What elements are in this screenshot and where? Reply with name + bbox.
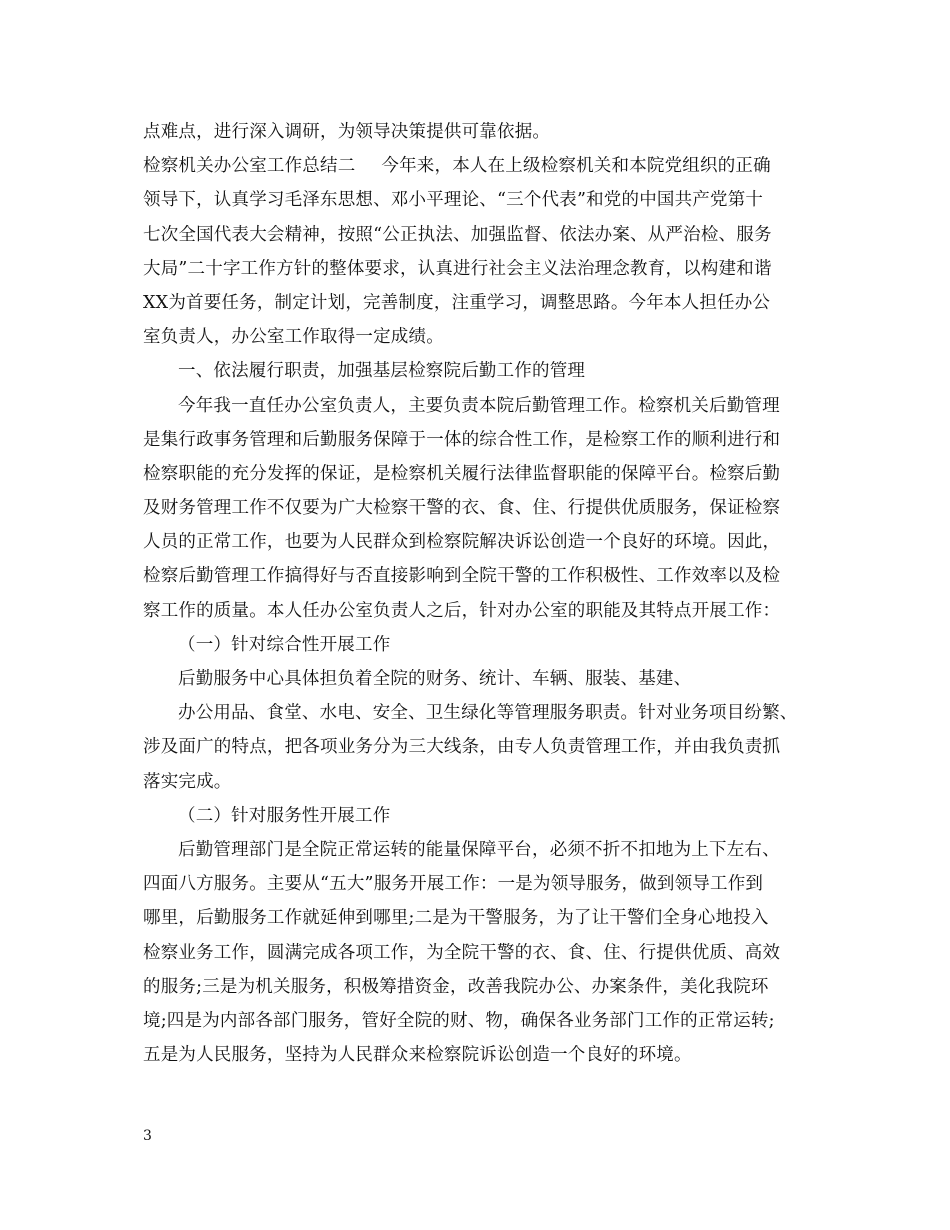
text-line: 人员的正常工作，也要为人民群众到检察院解决诉讼创造一个良好的环境。因此， — [143, 532, 781, 553]
text-line: 涉及面广的特点，把各项业务分为三大线条，由专人负责管理工作，并由我负责抓 — [143, 737, 781, 758]
paragraph-start: 后勤服务中心具体担负着全院的财务、统计、车辆、服装、基建、 — [178, 669, 692, 689]
text-line: 的服务;三是为机关服务，积极筹措资金，改善我院办公、办案条件，美化我院环 — [143, 976, 769, 997]
text-line: 及财务管理工作不仅要为广大检察干警的衣、食、住、行提供优质服务，保证检察 — [143, 498, 781, 519]
text-line: 七次全国代表大会精神，按照“公正执法、加强监督、依法办案、从严治检、服务 — [143, 224, 772, 245]
text-line: 点难点，进行深入调研，为领导决策提供可靠依据。 — [143, 122, 551, 142]
text-line: 检察后勤管理工作搞得好与否直接影响到全院干警的工作积极性、工作效率以及检 — [143, 566, 781, 587]
text-line: 四面八方服务。主要从“五大”服务开展工作：一是为领导服务，做到领导工作到 — [143, 874, 764, 895]
body-text — [143, 115, 833, 1072]
text-line: 检察业务工作，圆满完成各项工作，为全院干警的衣、食、住、行提供优质、高效 — [143, 942, 781, 963]
page-number: 3 — [143, 1128, 152, 1144]
subsection-heading: （二）针对服务性开展工作 — [178, 805, 391, 826]
text-line: 检察职能的充分发挥的保证，是检察机关履行法律监督职能的保障平台。检察后勤 — [143, 463, 781, 484]
text-line: 办公用品、食堂、水电、安全、卫生绿化等管理服务职责。针对业务项目纷繁、 — [178, 703, 798, 724]
text-line: 落实完成。 — [143, 771, 232, 792]
title-line-text: 今年来，本人在上级检察机关和本院党组织的正确 — [381, 156, 771, 177]
text-line: 察工作的质量。本人任办公室负责人之后，针对办公室的职能及其特点开展工作： — [143, 600, 781, 621]
text-line: XX为首要任务，制定计划，完善制度，注重学习，调整思路。今年本人担任办公 — [143, 292, 771, 313]
paragraph-start: 后勤管理部门是全院正常运转的能量保障平台，必须不折不扣地为上下左右、 — [178, 839, 780, 860]
text-line: 领导下，认真学习毛泽东思想、邓小平理论、“三个代表”和党的中国共产党第十 — [143, 190, 764, 211]
text-line: 哪里，后勤服务工作就延伸到哪里;二是为干警服务，为了让干警们全身心地投入 — [143, 908, 769, 929]
text-line: 境;四是为内部各部门服务，管好全院的财、物，确保各业务部门工作的正常运转; — [143, 1010, 775, 1031]
section-heading: 一、依法履行职责，加强基层检察院后勤工作的管理 — [178, 361, 586, 382]
text-line: 室负责人，办公室工作取得一定成绩。 — [143, 327, 444, 348]
title-line — [143, 149, 833, 183]
section-title: 检察机关办公室工作总结二 — [143, 156, 356, 177]
text-line: 五是为人民服务，坚持为人民群众来检察院诉讼创造一个良好的环境。 — [143, 1045, 692, 1066]
paragraph-start: 今年我一直任办公室负责人，主要负责本院后勤管理工作。检察机关后勤管理 — [178, 395, 780, 416]
text-line: 是集行政事务管理和后勤服务保障于一体的综合性工作，是检察工作的顺利进行和 — [143, 429, 781, 450]
text-line: 大局”二十字工作方针的整体要求，认真进行社会主义法治理念教育，以构建和谐 — [143, 258, 772, 279]
subsection-heading: （一）针对综合性开展工作 — [178, 634, 391, 655]
